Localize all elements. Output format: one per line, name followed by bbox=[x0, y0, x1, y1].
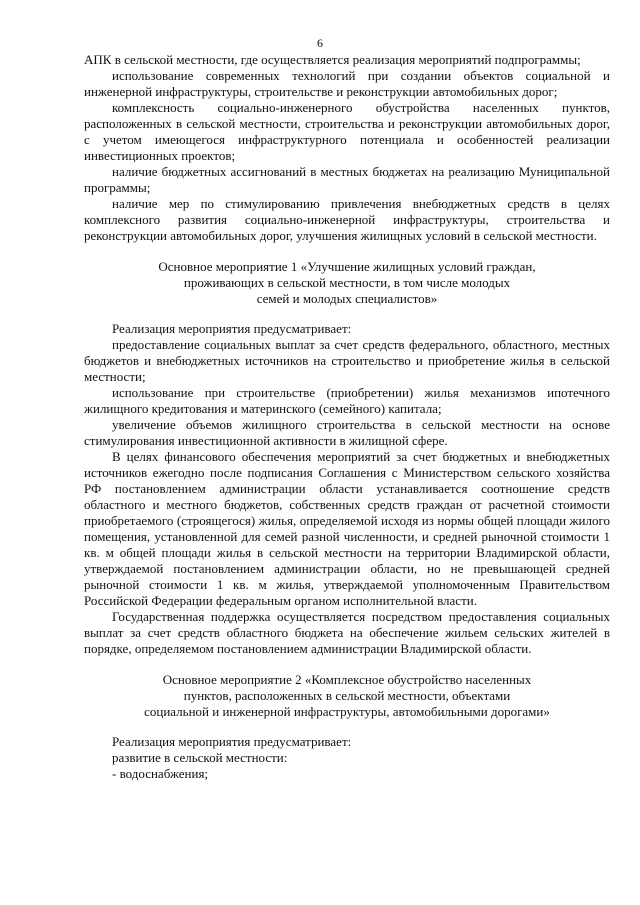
page-number: 6 bbox=[317, 36, 323, 50]
section-2-heading bbox=[84, 672, 610, 720]
heading-line: Основное мероприятие 2 «Комплексное обустройство населенных bbox=[162, 672, 532, 687]
paragraph: использование современных технологий при создании объектов социальной и инженерной инфраструктуры, строительстве и реконструкции автомобильных дорог; bbox=[84, 68, 610, 99]
paragraph: Государственная поддержка осуществляется посредством предоставления социальных выплат за счет средств областного бюджета на обеспечение жильем сельских жителей в порядке, определяемом постановлением администрации Владимирской области. bbox=[84, 609, 610, 656]
paragraph: наличие бюджетных ассигнований в местных бюджетах на реализацию Муниципальной программы; bbox=[84, 164, 610, 195]
paragraph: использование при строительстве (приобретении) жилья механизмов ипотечного жилищного кредитования и материнского (семейного) капитала; bbox=[84, 385, 610, 416]
paragraph: увеличение объемов жилищного строительства в сельской местности на основе стимулирования инвестиционной активности в жилищной сфере. bbox=[84, 417, 610, 448]
heading-line: пунктов, расположенных в сельской местности, объектами bbox=[183, 688, 511, 703]
paragraph: предоставление социальных выплат за счет средств федерального, областного, местных бюджетов и внебюджетных источников на строительство и приобретение жилья в сельской местности; bbox=[84, 337, 610, 384]
paragraph: В целях финансового обеспечения мероприятий за счет бюджетных и внебюджетных источников ежегодно после подписания Соглашения с Министерством сельского хозяйства РФ постановлением администрации области устанавливается соотношение средств областного и местного бюджетов, собственных средств граждан от расчетной стоимости приобретаемого (строящегося) жилья, определяемой исходя из нормы общей площади жилого помещения, установленной для семей разной численности, и средней рыночной стоимости 1 кв. м общей площади жилья в сельской местности на территории Владимирской области, утверждаемой постановлением администрации области, но не превышающей средней рыночной стоимости 1 кв. м жилья, утверждаемой уполномоченным Правительством Российской Федерации федеральным органом исполнительной власти. bbox=[84, 449, 610, 608]
paragraph: комплексность социально-инженерного обустройства населенных пунктов, расположенных в сельской местности, строительства и реконструкции автомобильных дорог, с учетом имеющегося инфраструктурного потенциала и особенностей реализации инвестиционных проектов; bbox=[84, 100, 610, 163]
heading-line: Основное мероприятие 1 «Улучшение жилищных условий граждан, bbox=[158, 259, 536, 274]
paragraph: Реализация мероприятия предусматривает: bbox=[112, 321, 352, 336]
paragraph: - водоснабжения; bbox=[112, 766, 209, 781]
paragraph: наличие мер по стимулированию привлечения внебюджетных средств в целях комплексного развития социально-инженерной инфраструктуры, строительства и реконструкции автомобильных дорог, улучшения жилищных условий в сельской местности. bbox=[84, 196, 610, 243]
paragraph: развитие в сельской местности: bbox=[112, 750, 288, 765]
heading-line: социальной и инженерной инфраструктуры, автомобильными дорогами» bbox=[144, 704, 550, 719]
paragraph: Реализация мероприятия предусматривает: bbox=[112, 734, 352, 749]
document-body bbox=[84, 52, 610, 782]
heading-line: семей и молодых специалистов» bbox=[256, 291, 438, 306]
heading-line: проживающих в сельской местности, в том числе молодых bbox=[183, 275, 511, 290]
paragraph: АПК в сельской местности, где осуществляется реализация мероприятий подпрограммы; bbox=[84, 52, 581, 67]
section-1-heading bbox=[84, 259, 610, 307]
